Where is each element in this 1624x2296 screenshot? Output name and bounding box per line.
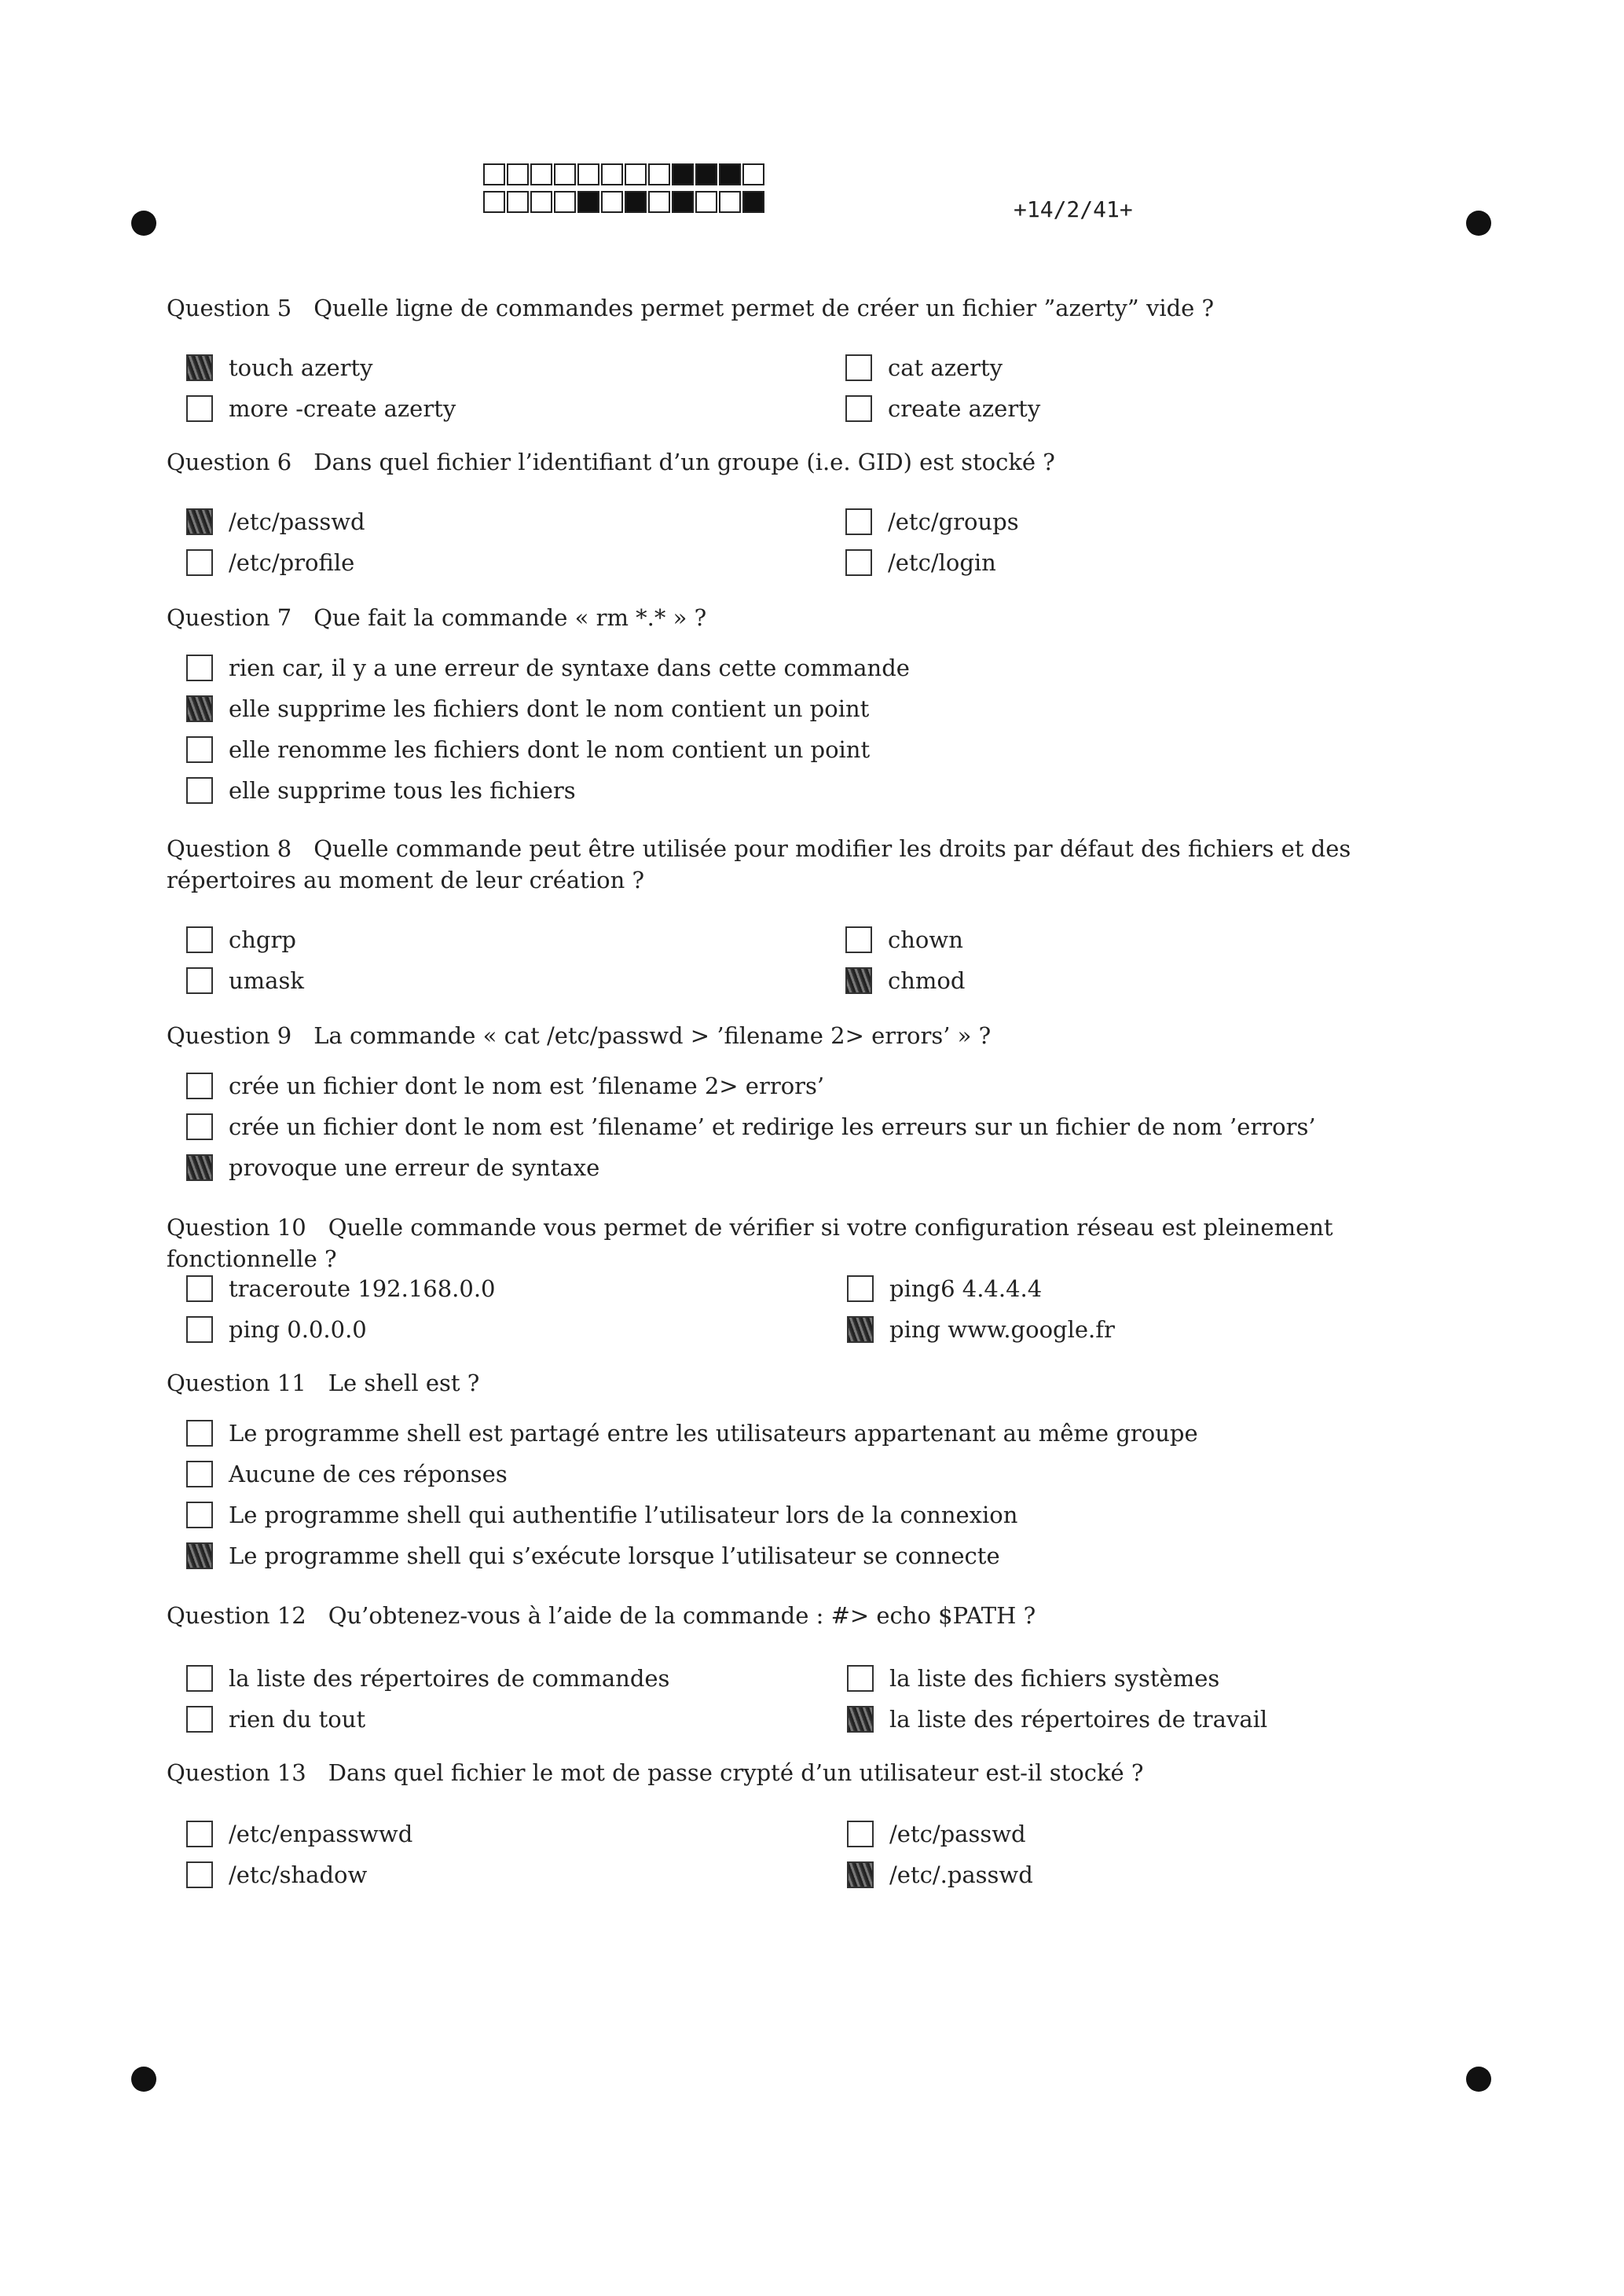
corner-mark-top-right xyxy=(1466,211,1491,236)
option-label: create azerty xyxy=(888,395,1041,422)
option[interactable] xyxy=(847,1661,1219,1696)
option-label: chgrp xyxy=(229,926,296,953)
option-label: rien car, il y a une erreur de syntaxe dans cette commande xyxy=(229,655,910,681)
checkbox[interactable] xyxy=(186,1665,213,1692)
checkbox[interactable] xyxy=(186,1316,213,1343)
checkbox[interactable] xyxy=(186,1821,213,1847)
option[interactable] xyxy=(186,1858,367,1892)
code-cell-filled xyxy=(719,163,741,185)
code-cell-empty xyxy=(625,163,647,185)
code-cell-empty xyxy=(507,191,529,213)
code-cell-empty xyxy=(648,163,670,185)
checkbox[interactable] xyxy=(186,1706,213,1733)
question-text: Que fait la commande « rm *.* » ? xyxy=(313,604,707,631)
option[interactable] xyxy=(186,350,373,385)
checkbox[interactable] xyxy=(186,777,213,804)
checkbox[interactable] xyxy=(847,1275,874,1302)
option-label: ping 0.0.0.0 xyxy=(229,1316,367,1343)
code-cell-filled xyxy=(577,191,599,213)
question-11 xyxy=(167,1367,1471,1399)
question-label: Question 5 xyxy=(167,295,292,321)
checkbox[interactable] xyxy=(186,1502,213,1528)
checkbox-checked[interactable] xyxy=(847,1706,874,1733)
option-label: more -create azerty xyxy=(229,395,456,422)
option[interactable] xyxy=(186,1457,508,1491)
question-10 xyxy=(167,1212,1471,1275)
question-text: Qu’obtenez-vous à l’aide de la commande : #> echo $PATH ? xyxy=(328,1602,1036,1629)
question-8 xyxy=(167,833,1471,896)
option-label: /etc/login xyxy=(888,549,996,576)
option[interactable] xyxy=(847,1702,1267,1737)
code-cell-empty xyxy=(507,163,529,185)
code-cell-empty xyxy=(601,191,623,213)
checkbox[interactable] xyxy=(186,655,213,681)
option-label: /etc/shadow xyxy=(229,1861,368,1888)
question-text: Quelle commande peut être utilisée pour modifier les droits par défaut des fichiers et des répertoires au moment de leur création ? xyxy=(167,835,1351,893)
option[interactable] xyxy=(186,1498,1017,1532)
option[interactable] xyxy=(186,963,304,998)
checkbox-checked[interactable] xyxy=(186,695,213,722)
option[interactable] xyxy=(186,691,869,726)
code-cell-empty xyxy=(648,191,670,213)
option-label: /etc/profile xyxy=(229,549,355,576)
option-label: crée un fichier dont le nom est ’filename 2> errors’ xyxy=(229,1073,825,1099)
question-label: Question 11 xyxy=(167,1370,306,1396)
option-label: elle supprime tous les fichiers xyxy=(229,777,576,804)
option[interactable] xyxy=(186,1416,1198,1451)
code-row xyxy=(483,191,766,215)
option[interactable] xyxy=(847,1858,1033,1892)
page-id: +14/2/41+ xyxy=(1014,196,1133,222)
checkbox-checked[interactable] xyxy=(847,1316,874,1343)
option-label: /etc/passwd xyxy=(229,508,365,535)
option-label: traceroute 192.168.0.0 xyxy=(229,1275,496,1302)
code-cell-filled xyxy=(672,191,694,213)
option[interactable] xyxy=(186,732,870,767)
question-text: Quelle ligne de commandes permet permet de créer un fichier ”azerty” vide ? xyxy=(313,295,1215,321)
option[interactable] xyxy=(186,391,456,426)
code-cell-filled xyxy=(742,191,764,213)
option-label: elle supprime les fichiers dont le nom contient un point xyxy=(229,695,870,722)
question-text: Quelle commande vous permet de vérifier si votre configuration réseau est pleinement fonctionnelle ? xyxy=(167,1214,1333,1272)
question-label: Question 13 xyxy=(167,1759,306,1786)
option-label: cat azerty xyxy=(888,354,1003,381)
code-cell-filled xyxy=(672,163,694,185)
checkbox[interactable] xyxy=(845,395,872,422)
checkbox[interactable] xyxy=(845,508,872,535)
checkbox-checked[interactable] xyxy=(186,1154,213,1181)
option[interactable] xyxy=(186,773,576,808)
option-label: crée un fichier dont le nom est ’filename’ et redirige les erreurs sur un fichier de nom ’errors’ xyxy=(229,1113,1316,1140)
code-cell-empty xyxy=(577,163,599,185)
option-label: ping www.google.fr xyxy=(889,1316,1115,1343)
option[interactable] xyxy=(847,1817,1026,1851)
checkbox-checked[interactable] xyxy=(186,508,213,535)
option[interactable] xyxy=(186,1702,365,1737)
option-label: la liste des répertoires de commandes xyxy=(229,1665,670,1692)
option[interactable] xyxy=(845,963,965,998)
checkbox[interactable] xyxy=(186,1461,213,1487)
code-cell-empty xyxy=(554,163,576,185)
option[interactable] xyxy=(186,545,354,580)
question-label: Question 8 xyxy=(167,835,292,862)
code-cell-empty xyxy=(554,191,576,213)
code-cell-empty xyxy=(742,163,764,185)
option-label: /etc/.passwd xyxy=(889,1861,1033,1888)
checkbox-checked[interactable] xyxy=(186,1542,213,1569)
checkbox-checked[interactable] xyxy=(186,354,213,381)
option-label: Aucune de ces réponses xyxy=(229,1461,508,1487)
option[interactable] xyxy=(845,504,1019,539)
question-label: Question 9 xyxy=(167,1022,292,1049)
option-label: touch azerty xyxy=(229,354,373,381)
checkbox[interactable] xyxy=(186,1113,213,1140)
checkbox-checked[interactable] xyxy=(845,967,872,994)
option-label: /etc/enpasswwd xyxy=(229,1821,413,1847)
option-label: rien du tout xyxy=(229,1706,366,1733)
option-label: ping6 4.4.4.4 xyxy=(889,1275,1043,1302)
code-row xyxy=(483,163,766,187)
option[interactable] xyxy=(186,651,910,685)
checkbox[interactable] xyxy=(845,354,872,381)
option[interactable] xyxy=(845,922,963,957)
code-cell-empty xyxy=(530,163,552,185)
question-label: Question 6 xyxy=(167,449,292,475)
question-text: La commande « cat /etc/passwd > ’filename 2> errors’ » ? xyxy=(313,1022,992,1049)
checkbox[interactable] xyxy=(186,1275,213,1302)
question-text: Le shell est ? xyxy=(328,1370,480,1396)
option[interactable] xyxy=(186,1069,824,1103)
option[interactable] xyxy=(847,1271,1042,1306)
option-label: Le programme shell est partagé entre les utilisateurs appartenant au même groupe xyxy=(229,1420,1198,1447)
question-5 xyxy=(167,292,1471,324)
corner-mark-bottom-left xyxy=(131,2067,156,2092)
question-9 xyxy=(167,1020,1471,1051)
code-cell-empty xyxy=(483,163,505,185)
option[interactable] xyxy=(186,1539,1000,1573)
option[interactable] xyxy=(847,1312,1115,1347)
question-text: Dans quel fichier l’identifiant d’un groupe (i.e. GID) est stocké ? xyxy=(313,449,1055,475)
question-12 xyxy=(167,1600,1471,1631)
option[interactable] xyxy=(845,545,996,580)
option[interactable] xyxy=(845,350,1003,385)
option-label: chown xyxy=(888,926,963,953)
checkbox[interactable] xyxy=(186,1420,213,1447)
option[interactable] xyxy=(186,1109,1316,1144)
code-cell-empty xyxy=(695,191,717,213)
code-cell-empty xyxy=(530,191,552,213)
option[interactable] xyxy=(186,1817,412,1851)
option-label: Le programme shell qui s’exécute lorsque l’utilisateur se connecte xyxy=(229,1542,1000,1569)
option[interactable] xyxy=(186,504,365,539)
option-label: Le programme shell qui authentifie l’utilisateur lors de la connexion xyxy=(229,1502,1018,1528)
checkbox[interactable] xyxy=(845,926,872,953)
page-code-grid xyxy=(483,163,766,218)
option[interactable] xyxy=(186,1150,599,1185)
checkbox[interactable] xyxy=(845,549,872,576)
option[interactable] xyxy=(186,922,296,957)
option-label: la liste des répertoires de travail xyxy=(889,1706,1268,1733)
question-label: Question 12 xyxy=(167,1602,306,1629)
checkbox[interactable] xyxy=(847,1665,874,1692)
checkbox-checked[interactable] xyxy=(847,1861,874,1888)
option-label: chmod xyxy=(888,967,966,994)
option[interactable] xyxy=(186,1312,367,1347)
code-cell-filled xyxy=(695,163,717,185)
option[interactable] xyxy=(845,391,1040,426)
code-cell-empty xyxy=(601,163,623,185)
option[interactable] xyxy=(186,1661,669,1696)
checkbox[interactable] xyxy=(186,1861,213,1888)
option-label: /etc/passwd xyxy=(889,1821,1026,1847)
question-7 xyxy=(167,602,1471,633)
code-cell-empty xyxy=(483,191,505,213)
question-13 xyxy=(167,1757,1471,1788)
checkbox[interactable] xyxy=(186,1073,213,1099)
checkbox[interactable] xyxy=(186,967,213,994)
question-6 xyxy=(167,446,1471,478)
checkbox[interactable] xyxy=(186,549,213,576)
option[interactable] xyxy=(186,1271,496,1306)
corner-mark-bottom-right xyxy=(1466,2067,1491,2092)
checkbox[interactable] xyxy=(847,1821,874,1847)
option-label: provoque une erreur de syntaxe xyxy=(229,1154,600,1181)
checkbox[interactable] xyxy=(186,736,213,763)
option-label: /etc/groups xyxy=(888,508,1019,535)
code-cell-filled xyxy=(625,191,647,213)
question-label: Question 10 xyxy=(167,1214,306,1241)
checkbox[interactable] xyxy=(186,395,213,422)
question-text: Dans quel fichier le mot de passe crypté d’un utilisateur est-il stocké ? xyxy=(328,1759,1144,1786)
question-label: Question 7 xyxy=(167,604,292,631)
option-label: elle renomme les fichiers dont le nom contient un point xyxy=(229,736,871,763)
checkbox[interactable] xyxy=(186,926,213,953)
corner-mark-top-left xyxy=(131,211,156,236)
option-label: umask xyxy=(229,967,304,994)
option-label: la liste des fichiers systèmes xyxy=(889,1665,1220,1692)
code-cell-empty xyxy=(719,191,741,213)
